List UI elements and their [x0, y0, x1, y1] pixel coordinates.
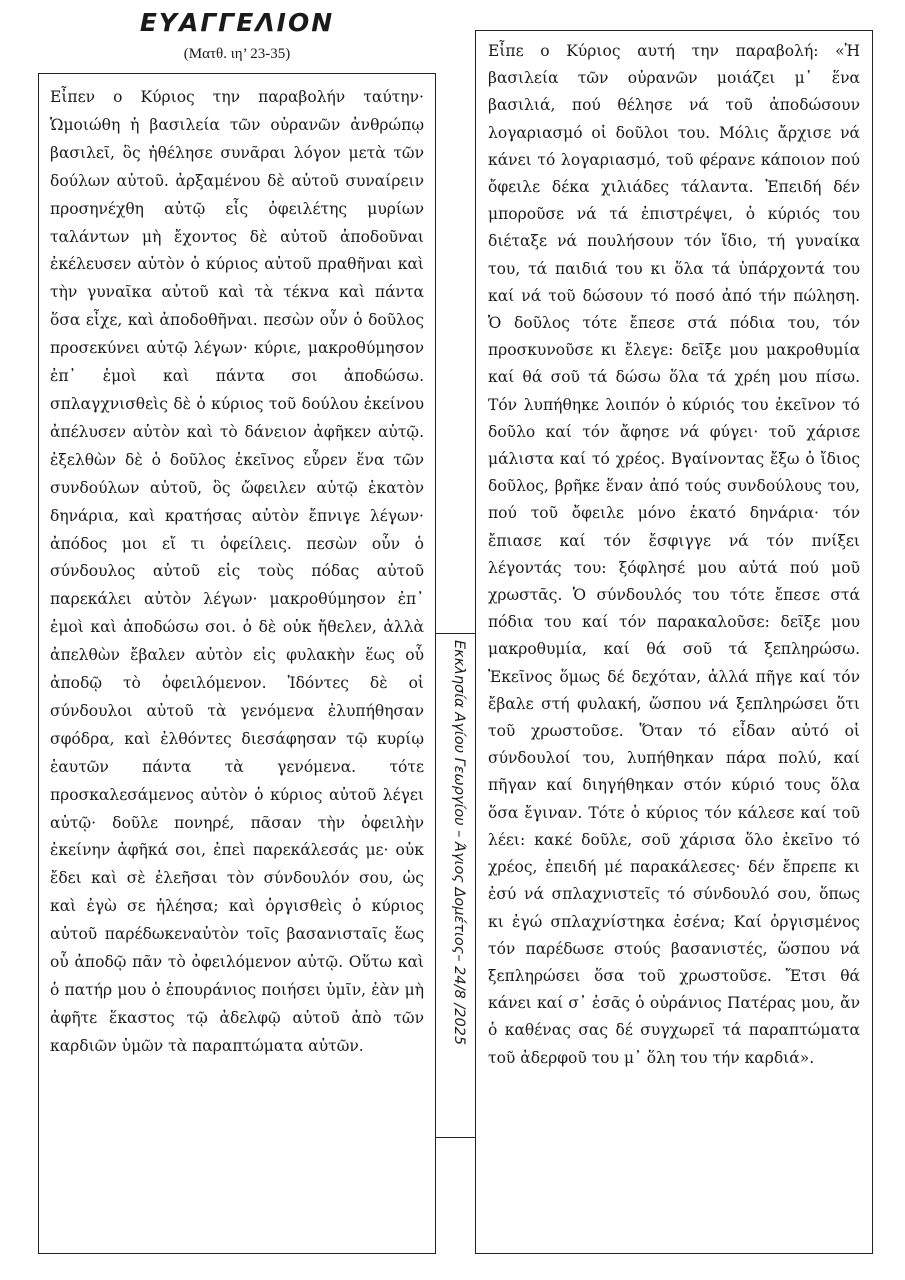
original-text-box	[38, 73, 436, 1254]
page-title: ΕΥΑΓΓΕΛΙΟΝ	[139, 8, 335, 37]
translation-text-box	[475, 30, 873, 1254]
scripture-reference: (Ματθ. ιη’ 23-35)	[183, 46, 291, 62]
church-date-caption: Εκκλησία Αγίου Γεωργίου – Άγιος Δομέτιος– 24/8 /2025	[451, 640, 467, 1046]
translated-gospel-text: Εἶπε ο Κύριος αυτή την παραβολή: «Ἡ βασιλεία τῶν οὐρανῶν μοιάζει μ᾿ ἕνα βασιλιά, πού θέλησε νά τοῦ ἀποδώσουν λογαριασμό οἱ δοῦλοι του. Μόλις ἄρχισε νά κάνει τό λογαριασμό, τοῦ φέρανε κάποιον πού ὄφειλε δέκα χιλιάδες τάλαντα. Ἐπειδή δέν μποροῦσε νά τά ἐπιστρέψει, ὁ κύριός του διέταξε νά πουλήσουν τόν ἴδιο, τή γυναίκα του, τά παιδιά του κι ὅλα τά ὑπάρχοντά του καί νά τοῦ δώσουν τό ποσό ἀπό τήν πώληση. Ὁ δοῦλος τότε ἔπεσε στά πόδια του, τόν προσκυνοῦσε κι ἔλεγε: δεῖξε μου μακροθυμία καί θά σοῦ τά δώσω ὅλα τά χρέη μου πίσω. Τόν λυπήθηκε λοιπόν ὁ κύριός του ἐκεῖνον τό δοῦλο καί τόν ἄφησε νά φύγει· τοῦ χάρισε μάλιστα καί τό χρέος. Βγαίνοντας ἔξω ὁ ἴδιος δοῦλος, βρῆκε ἕναν ἀπό τούς συνδούλους του, πού τοῦ ὄφειλε μόνο ἑκατό δηνάρια· τόν ἔπιασε καί τόν ἔσφιγγε νά τόν πνίξει λέγοντάς του: ξόφλησέ μου αὐτά πού μοῦ χρωστᾶς. Ὁ σύνδουλός του τότε ἔπεσε στά πόδια του καί τόν παρακαλοῦσε: δεῖξε μου μακροθυμία, καί θά σοῦ τά ξεπληρώσω. Ἐκεῖνος ὅμως δέ δεχόταν, ἀλλά πῆγε καί τόν ἔβαλε στή φυλακή, ὥσπου νά ξεπληρώσει ὅτι τοῦ χρωστοῦσε. Ὅταν τό εἶδαν αὐτό οἱ σύνδουλοί του, λυπήθηκαν πάρα πολύ, καί πῆγαν καί διηγήθηκαν στόν κύριό τους ὅλα ὅσα ἔγιναν. Τότε ὁ κύριος τόν κάλεσε καί τοῦ λέει: κακέ δοῦλε, σοῦ χάρισα ὅλο ἐκεῖνο τό χρέος, ἐπειδή μέ παρακάλεσες· δέν ἔπρεπε κι ἐσύ νά σπλαχνιστεῖς τό σύνδουλό σου, ὅπως κι ἐγώ σπλαχνίστηκα ἐσένα; Καί ὀργισμένος τόν παρέδωσε στούς βασανιστές, ὥσπου νά ξεπληρώσει ὅσα τοῦ χρωστοῦσε. Ἔτσι θά κάνει καί σ᾿ ἐσᾶς ὁ οὐράνιος Πατέρας μου, ἄν ὁ καθένας σας δέ συγχωρεῖ τά παραπτώματα τοῦ ἀδερφοῦ του μ᾿ ὅλη του τήν καρδιά».	[488, 42, 860, 1067]
original-gospel-text: Εἶπεν ο Κύριος την παραβολήν ταύτην· Ὡμοιώθη ἡ βασιλεία τῶν οὐρανῶν ἀνθρώπῳ βασιλεῖ, ὃς ἠθέλησε συνᾶραι λόγον μετὰ τῶν δούλων αὐτοῦ. ἀρξαμένου δὲ αὐτοῦ συναίρειν προσηνέχθη αὐτῷ εἷς ὀφειλέτης μυρίων ταλάντων μὴ ἔχοντος δὲ αὐτοῦ ἀποδοῦναι ἐκέλευσεν αὐτὸν ὁ κύριος αὐτοῦ πραθῆναι καὶ τὴν γυναῖκα αὐτοῦ καὶ τὰ τέκνα καὶ πάντα ὅσα εἶχε, καὶ ἀποδοθῆναι. πεσὼν οὖν ὁ δοῦλος προσεκύνει αὐτῷ λέγων· κύριε, μακροθύμησον ἐπ᾿ ἐμοὶ καὶ πάντα σοι ἀποδώσω. σπλαγχνισθεὶς δὲ ὁ κύριος τοῦ δούλου ἐκείνου ἀπέλυσεν αὐτὸν καὶ τὸ δάνειον ἀφῆκεν αὐτῷ. ἐξελθὼν δὲ ὁ δοῦλος ἐκεῖνος εὗρεν ἕνα τῶν συνδούλων αὐτοῦ, ὃς ὤφειλεν αὐτῷ ἑκατὸν δηνάρια, καὶ κρατήσας αὐτὸν ἔπνιγε λέγων· ἀπόδος μοι εἴ τι ὀφείλεις. πεσὼν οὖν ὁ σύνδουλος αὐτοῦ εἰς τοὺς πόδας αὐτοῦ παρεκάλει αὐτὸν λέγων· μακροθύμησον ἐπ᾿ ἐμοὶ καὶ ἀποδώσω σοι. ὁ δὲ οὐκ ἤθελεν, ἀλλὰ ἀπελθὼν ἔβαλεν αὐτὸν εἰς φυλακὴν ἕως οὗ ἀποδῷ τὸ ὀφειλόμενον. Ἰδόντες δὲ οἱ σύνδουλοι αὐτοῦ τὰ γενόμενα ἐλυπήθησαν σφόδρα, καὶ ἐλθόντες διεσάφησαν τῷ κυρίῳ ἑαυτῶν πάντα τὰ γενόμενα. τότε προσκαλεσάμενος αὐτὸν ὁ κύριος αὐτοῦ λέγει αὐτῷ· δοῦλε πονηρέ, πᾶσαν τὴν ὀφειλὴν ἐκείνην ἀφῆκά σοι, ἐπεὶ παρεκάλεσάς με· οὐκ ἔδει καὶ σὲ ἐλεῆσαι τὸν σύνδουλόν σου, ὡς καὶ ἐγὼ σε ἠλέησα; καὶ ὀργισθεὶς ὁ κύριος αὐτοῦ παρέδωκεναὐτὸν τοῖς βασανισταῖς ἕως οὗ ἀποδῷ πᾶν τὸ ὀφειλόμενον αὐτῷ. Οὕτω καὶ ὁ πατήρ μου ὁ ἐπουράνιος ποιήσει ὑμῖν, ἐὰν μὴ ἀφῆτε ἕκαστος τῷ ἀδελφῷ αὐτοῦ ἀπὸ τῶν καρδιῶν ὑμῶν τὰ παραπτώματα αὐτῶν.	[50, 88, 424, 1055]
vertical-caption-box	[436, 633, 475, 1138]
